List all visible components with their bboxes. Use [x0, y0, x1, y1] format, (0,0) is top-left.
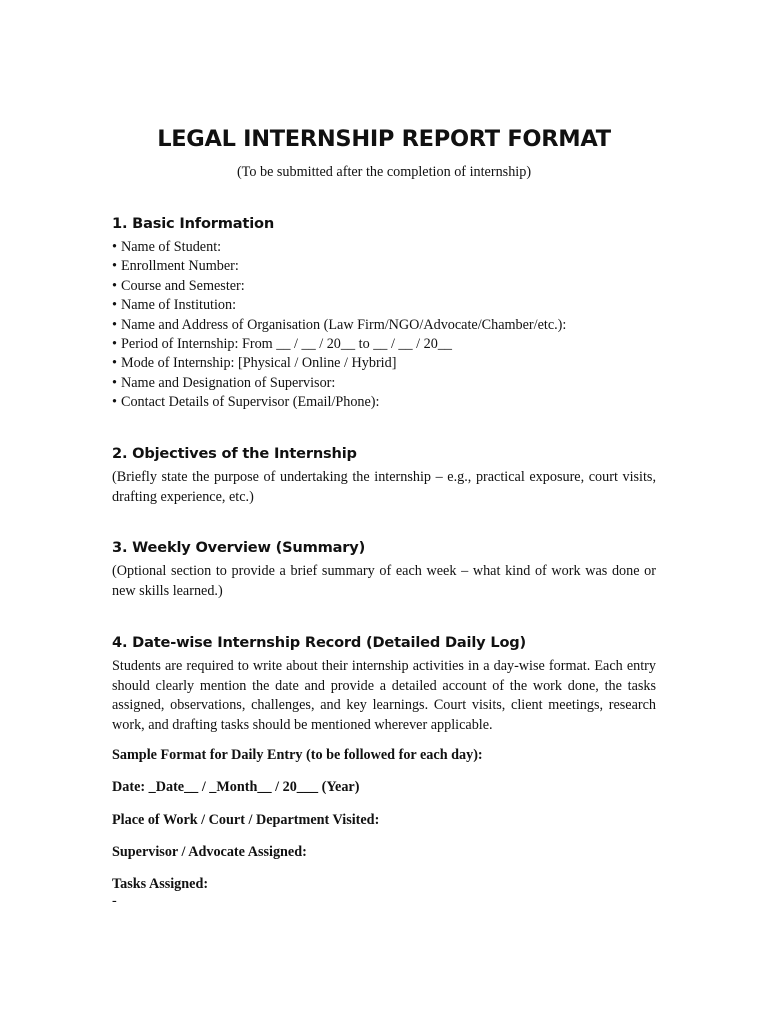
section-4-heading: 4. Date-wise Internship Record (Detailed Daily Log): [112, 634, 526, 651]
document-subtitle: (To be submitted after the completion of internship): [236, 164, 532, 180]
trailing-dash: -: [112, 893, 117, 909]
list-item: • Name and Address of Organisation (Law Firm/NGO/Advocate/Chamber/etc.):: [112, 316, 567, 333]
tasks-assigned-line: Tasks Assigned:: [112, 876, 209, 892]
list-item: • Course and Semester:: [112, 277, 245, 294]
list-item: • Name of Student:: [112, 239, 222, 255]
list-item: • Contact Details of Supervisor (Email/Phone):: [112, 394, 380, 411]
date-line: Date: _Date__ / _Month__ / 20___ (Year): [112, 779, 360, 795]
list-item: • Period of Internship: From __ / __ / 20__ to __ / __ / 20__: [112, 336, 453, 353]
objectives-paragraph: (Briefly state the purpose of undertaking the internship – e.g., practical exposure, court visits, drafting experience, etc.): [112, 469, 656, 505]
weekly-overview-paragraph: (Optional section to provide a brief summary of each week – what kind of work was done or new skills learned.): [112, 563, 656, 599]
sample-format-label: Sample Format for Daily Entry (to be followed for each day):: [112, 747, 483, 763]
list-item: • Enrollment Number:: [112, 258, 239, 275]
document-title: LEGAL INTERNSHIP REPORT FORMAT: [157, 126, 611, 152]
section-1-heading: 1. Basic Information: [112, 215, 275, 232]
section-3-heading: 3. Weekly Overview (Summary): [112, 539, 366, 556]
daily-log-paragraph: Students are required to write about their internship activities in a day-wise format. Each entry should clearly mention the date and provide a detailed account of the work done, the tasks assigned, observations, challenges, and key learnings. Court visits, client meetings, research work, and drafting tasks should be mentioned wherever applicable.: [112, 658, 656, 733]
supervisor-line: Supervisor / Advocate Assigned:: [112, 844, 307, 860]
section-2-heading: 2. Objectives of the Internship: [112, 445, 357, 462]
list-item: • Mode of Internship: [Physical / Online / Hybrid]: [112, 355, 397, 372]
list-item: • Name of Institution:: [112, 297, 237, 314]
list-item: • Name and Designation of Supervisor:: [112, 374, 336, 391]
basic-information-list: [112, 238, 566, 413]
place-of-work-line: Place of Work / Court / Department Visited:: [112, 812, 380, 828]
